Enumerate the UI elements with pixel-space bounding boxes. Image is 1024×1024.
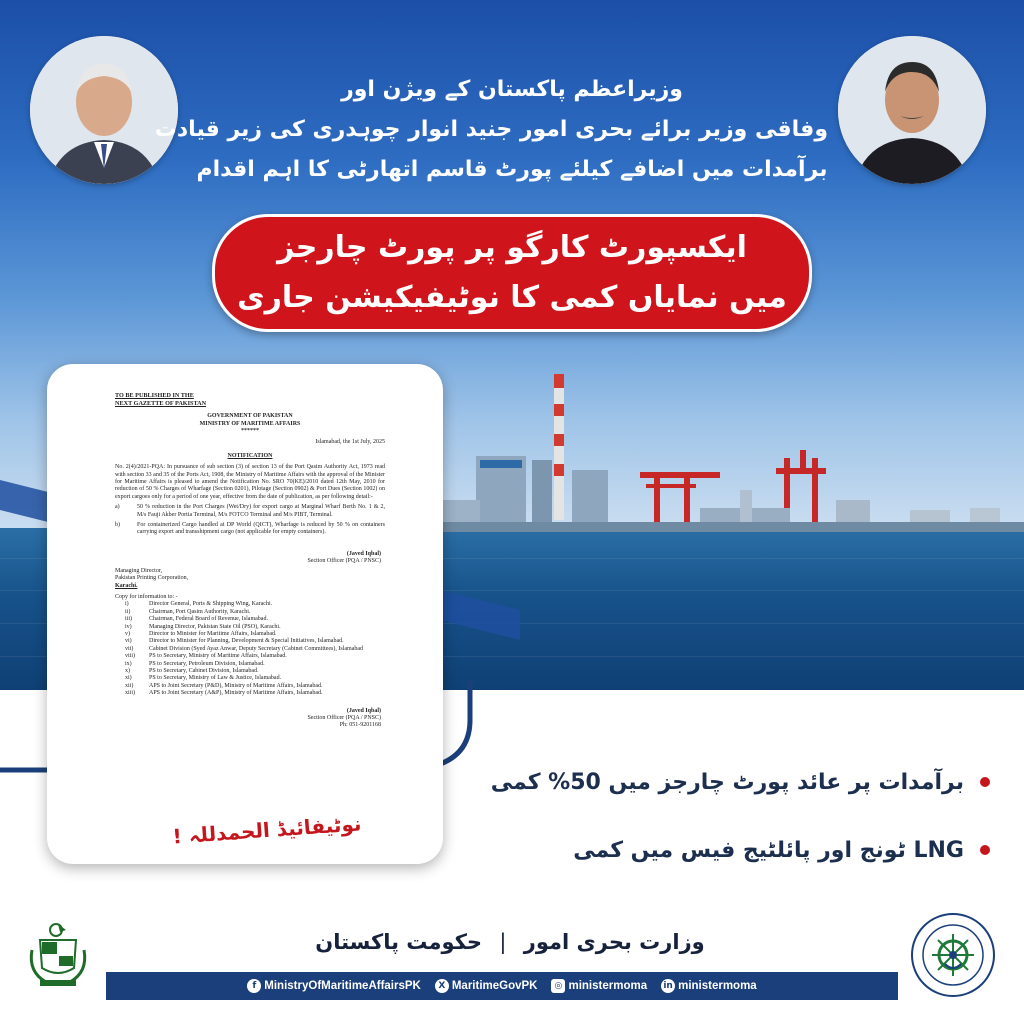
social-instagram-link[interactable] — [551, 979, 647, 993]
list-item: vi) Director to Minister for Planning, Development & Special Initiatives, Islamabad. — [125, 638, 344, 645]
bullet-dot-icon — [980, 777, 990, 787]
social-handle: MinistryOfMaritimeAffairsPK — [264, 980, 421, 992]
announcement-banner — [212, 214, 812, 332]
social-handle: MaritimeGovPK — [451, 980, 538, 992]
headline-line-3: برآمدات میں اضافے کیلئے پورٹ قاسم اتھارٹی کا اہم اقدام — [196, 157, 828, 182]
publication-note-line-1: TO BE PUBLISHED IN THE — [115, 392, 194, 399]
ministry-logo-icon — [910, 912, 996, 998]
list-item: ix) PS to Secretary, Petroleum Division, Islamabad. — [125, 660, 265, 667]
headline-line-2: وفاقی وزیر برائے بحری امور جنید انوار چوہدری کی زیر قیادت — [154, 117, 828, 142]
notification-item: a) 50 % reduction in the Port Charges (Wet/Dry) for export cargo at Marginal Wharf Berth No. 1 & 2, M/s Fauji Akber Portia Terminal, M/s FOTCO Terminal and M/s PIBT, Terminal. — [115, 504, 385, 518]
notification-title: NOTIFICATION — [227, 452, 273, 459]
bullet-text: برآمدات پر عائد پورٹ چارجز میں 50% کمی — [490, 769, 964, 795]
document-date: Islamabad, the 1st July, 2025 — [315, 439, 385, 446]
list-item: iii) Chairman, Federal Board of Revenue, Islamabad. — [125, 616, 268, 623]
address-block: Managing Director, Pakistan Printing Corporation, Karachi. — [115, 567, 189, 589]
headline-line-1: وزیراعظم پاکستان کے ویژن اور — [341, 77, 683, 102]
social-facebook-link[interactable] — [247, 979, 421, 993]
social-x-link[interactable] — [435, 979, 538, 993]
list-item: xii) APS to Joint Secretary (P&D), Ministry of Maritime Affairs, Islamabad. — [125, 682, 323, 689]
list-item: vii) Cabinet Division (Syed Ayaz Anwar, Deputy Secretary (Cabinet Committees), Islamabad — [125, 645, 363, 652]
social-linkedin-link[interactable] — [661, 979, 757, 993]
list-item: xi) PS to Secretary, Ministry of Law & Justice, Islamabad. — [125, 675, 282, 682]
signature-block — [115, 551, 385, 566]
portrait-federal-minister — [838, 36, 986, 184]
port-skyline-illustration — [440, 360, 1024, 532]
ministry-line — [282, 930, 738, 954]
banner-line-2: میں نمایاں کمی کا نوٹیفیکیشن جاری — [237, 280, 787, 315]
headline — [154, 70, 828, 190]
list-item: iv) Managing Director, Pakistan State Oil (PSO), Karachi. — [125, 623, 281, 630]
notification-document-card — [47, 364, 443, 864]
signature-block-2: (Javed Iqbal) Section Officer (PQA / PNSC) Ph: 051-9201168 — [307, 707, 381, 729]
notified-stamp-text: نوٹیفائیڈ الحمدللہ ! — [171, 811, 363, 849]
facebook-icon: f — [247, 979, 261, 993]
bullet-dot-icon — [980, 845, 990, 855]
linkedin-icon: in — [661, 979, 675, 993]
banner-line-1: ایکسپورٹ کارگو پر پورٹ چارجز — [277, 230, 747, 265]
signer-title: Section Officer (PQA / PNSC) — [307, 558, 381, 565]
government-emblem-icon — [26, 920, 90, 990]
social-handle: ministermoma — [678, 980, 757, 992]
notification-item: b) For containerized Cargo handled at DP World (QICT), Wharfage is reduced by 50 % on containers carrying export and transshipment cargo (not applicable for empty containers). — [115, 522, 385, 536]
government-name: حکومت پاکستان — [315, 930, 483, 954]
list-item: i) Director General, Ports & Shipping Wing, Karachi. — [125, 601, 273, 608]
copy-heading: Copy for information to: - — [115, 593, 178, 600]
bullet-text: LNG ٹونج اور پائلٹیج فیس میں کمی — [573, 837, 964, 863]
ministry-heading: MINISTRY OF MARITIME AFFAIRS — [199, 420, 301, 427]
instagram-icon: ◎ — [551, 979, 565, 993]
list-item: x) PS to Secretary, Cabinet Division, Islamabad. — [125, 667, 259, 674]
list-item: ii) Chairman, Port Qasim Authority, Karachi. — [125, 608, 251, 615]
publication-note-line-2: NEXT GAZETTE OF PAKISTAN — [115, 399, 207, 407]
heading-stars: ****** — [241, 428, 259, 434]
notification-body: No. 2(4)/2021-PQA: In pursuance of sub section (3) of section 13 of the Port Qasim Authority Act, 1973 read with section 33 and 35 of the Ports Act, 1908, the Ministry of Maritime Affairs with the approval of the Minister for Maritime Affairs is pleased to amend the Notification No. SRO 70(KE)/2010 dated 12th May, 2010 for reduction of 50 % Charges of Wharfage (Section 0201), Pilotage (Section 0902) & Port Dues (Section 1002) on export cargoes only for a period of one year, effective from the date of publication, as per following detail:- — [115, 464, 385, 500]
copy-list — [115, 601, 385, 697]
notification-document — [115, 392, 385, 730]
signer-name: (Javed Iqbal) — [346, 550, 381, 557]
bullet-point — [491, 762, 990, 802]
x-icon: X — [435, 979, 449, 993]
social-handle: ministermoma — [568, 980, 648, 992]
list-item: v) Director to Minister for Maritime Affairs, Islamabad. — [125, 630, 277, 637]
social-media-bar — [106, 972, 898, 1000]
person-avatar-icon — [838, 36, 986, 184]
bullet-point — [573, 830, 990, 870]
footer-separator: | — [499, 930, 507, 954]
list-item: viii) PS to Secretary, Ministry of Maritime Affairs, Islamabad. — [125, 653, 287, 660]
ministry-name: وزارت بحری امور — [523, 930, 705, 954]
government-heading: GOVERNMENT OF PAKISTAN — [207, 413, 293, 420]
list-item: xiii) APS to Joint Secretary (A&P), Ministry of Maritime Affairs, Islamabad. — [125, 690, 323, 697]
